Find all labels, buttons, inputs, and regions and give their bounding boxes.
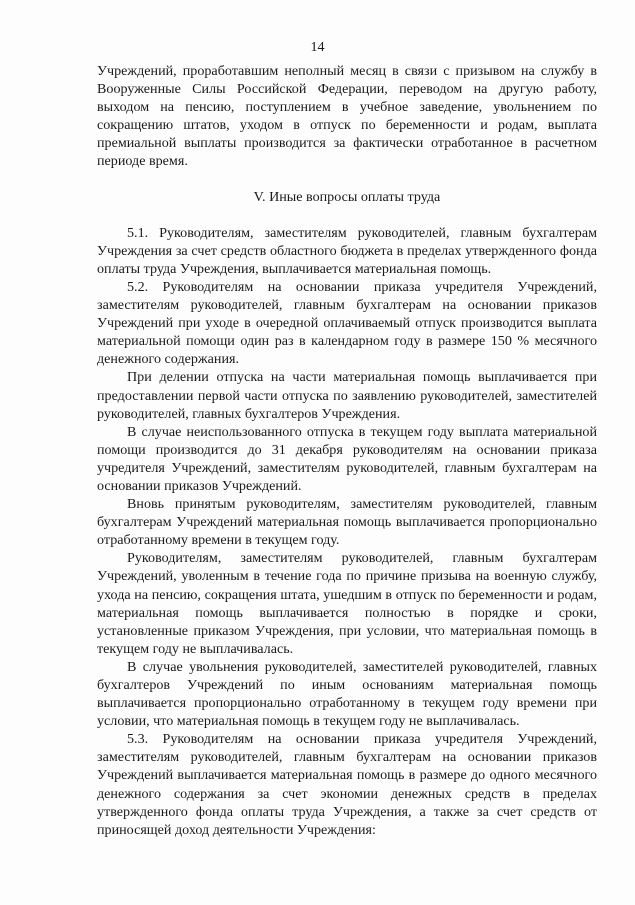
paragraph-continued: Учреждений, проработавшим неполный месяц в связи с призывом на службу в Вооруженные Силы Российской Федерации, переводом на другую работу, выходом на пенсию, поступлением в учебное заведение, увольнением по сокращению штатов, уходом в отпуск по беременности и родам, выплата премиальной выплаты производится за фактически отработанное в расчетном периоде время. (97, 63, 597, 170)
paragraph-unused-vacation: В случае неиспользованного отпуска в текущем году выплата материальной помощи производится до 31 декабря руководителям на основании приказа учредителя Учреждений, заместителям руководителей, главным бухгалтерам на основании приказов Учреждений. (97, 423, 597, 494)
document-body (97, 62, 597, 839)
paragraph-5-3: 5.3. Руководителям на основании приказа учредителя Учреждений, заместителям руководителей, главным бухгалтерам на основании приказов Учреждений выплачивается материальная помощь в размере до одного месячного денежного содержания за счет экономии денежных средств в пределах утвержденного фонда оплаты труда Учреждения, а также за счет средств от приносящей доход деятельности Учреждения: (97, 731, 597, 838)
paragraph-5-1: 5.1. Руководителям, заместителям руководителей, главным бухгалтерам Учреждения за счет средств областного бюджета в пределах утвержденного фонда оплаты труда Учреждения, выплачивается материальная помощь. (97, 224, 597, 277)
paragraph-new-hires: Вновь принятым руководителям, заместителям руководителей, главным бухгалтерам Учреждений материальная помощь выплачивается пропорционально отработанному времени в текущем году. (97, 496, 597, 549)
paragraph-5-2: 5.2. Руководителям на основании приказа учредителя Учреждений, заместителям руководителей, главным бухгалтерам на основании приказов Учреждений при уходе в очередной оплачиваемый отпуск производится выплата материальной помощи один раз в календарном году в размере 150 % месячного денежного содержания. (97, 278, 597, 368)
page-number: 14 (310, 40, 325, 55)
section-heading: V. Иные вопросы оплаты труда (253, 188, 441, 205)
paragraph-vacation-split: При делении отпуска на части материальная помощь выплачивается при предоставлении первой части отпуска по заявлению руководителей, заместителей руководителей, главных бухгалтеров Учреждения. (97, 369, 597, 422)
paragraph-other-dismissal: В случае увольнения руководителей, заместителей руководителей, главных бухгалтеров Учреждений по иным основаниям материальная помощь выплачивается пропорционально отработанному в текущем году времени при условии, что материальная помощь в текущем году не выплачивалась. (97, 658, 597, 730)
paragraph-dismissed: Руководителям, заместителям руководителей, главным бухгалтерам Учреждений, уволенным в течение года по причине призыва на военную службу, ухода на пенсию, сокращения штата, ушедшим в отпуск по беременности и родам, материальная помощь выплачивается полностью в порядке и сроки, установленные приказом Учреждения, при условии, что материальная помощь в текущем году не выплачивалась. (97, 550, 597, 657)
